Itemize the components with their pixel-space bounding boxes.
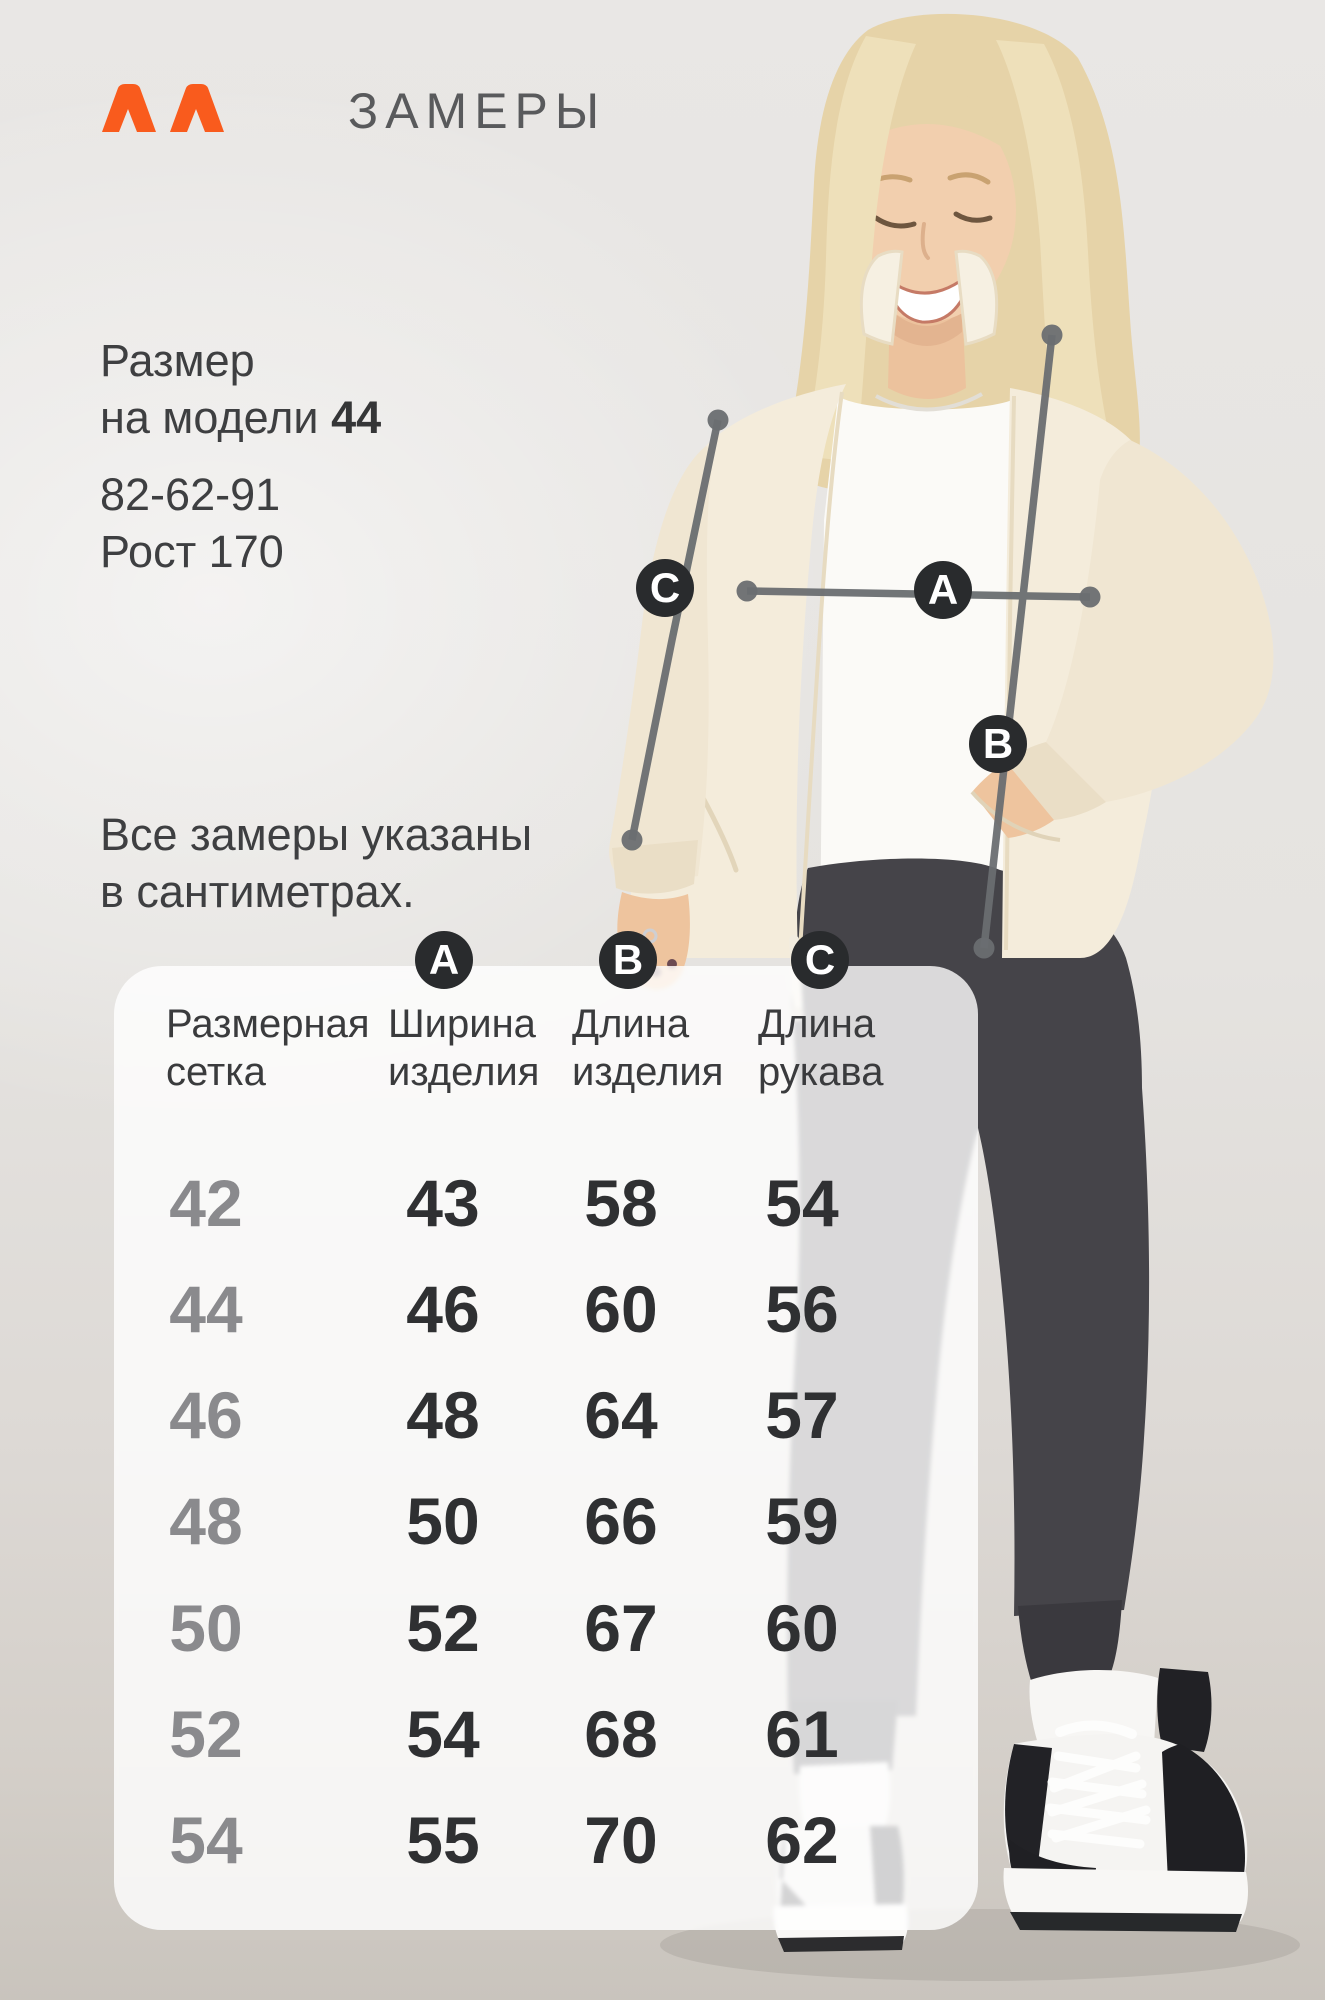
model-height: Рост 170 <box>100 526 284 577</box>
value-cell: 57 <box>765 1378 839 1452</box>
value-cell: 48 <box>406 1378 480 1452</box>
size-cell: 46 <box>169 1378 243 1452</box>
model-size-line1: Размер <box>100 335 255 386</box>
value-cell: 46 <box>406 1272 480 1346</box>
value-cell: 68 <box>584 1697 658 1771</box>
units-note-line2: в сантиметрах. <box>100 866 415 917</box>
size-cell: 44 <box>169 1272 243 1346</box>
units-note <box>100 806 532 920</box>
body-params-note <box>100 466 284 580</box>
value-cell: 58 <box>584 1166 658 1240</box>
photo-marker-a-badge: A <box>914 561 972 619</box>
size-cell: 42 <box>169 1166 243 1240</box>
value-cell: 62 <box>765 1803 839 1877</box>
photo-marker-b-badge: B <box>969 715 1027 773</box>
page-title: ЗАМЕРЫ <box>348 83 607 139</box>
column-marker-b-badge: B <box>599 931 657 989</box>
brand-logo-icon <box>100 82 232 134</box>
size-cell: 48 <box>169 1484 243 1558</box>
value-cell: 54 <box>406 1697 480 1771</box>
col-header-sleeve: Длина рукава <box>758 1002 884 1094</box>
value-cell: 43 <box>406 1166 480 1240</box>
model-size-value: 44 <box>331 392 382 443</box>
value-cell: 64 <box>584 1378 658 1452</box>
value-cell: 52 <box>406 1591 480 1665</box>
model-size-note <box>100 332 381 446</box>
value-cell: 60 <box>765 1591 839 1665</box>
value-cell: 56 <box>765 1272 839 1346</box>
body-params: 82-62-91 <box>100 469 281 520</box>
value-cell: 55 <box>406 1803 480 1877</box>
column-marker-c-badge: C <box>791 931 849 989</box>
value-cell: 59 <box>765 1484 839 1558</box>
value-cell: 60 <box>584 1272 658 1346</box>
value-cell: 67 <box>584 1591 658 1665</box>
size-table-card <box>114 966 978 1930</box>
size-cell: 54 <box>169 1803 243 1877</box>
photo-marker-c-badge: C <box>636 559 694 617</box>
value-cell: 66 <box>584 1484 658 1558</box>
col-header-width: Ширина изделия <box>388 1002 540 1094</box>
value-cell: 54 <box>765 1166 839 1240</box>
col-header-size-grid: Размерная сетка <box>166 1002 370 1094</box>
size-cell: 50 <box>169 1591 243 1665</box>
value-cell: 70 <box>584 1803 658 1877</box>
model-size-line2: на модели <box>100 392 319 443</box>
value-cell: 50 <box>406 1484 480 1558</box>
size-cell: 52 <box>169 1697 243 1771</box>
column-marker-a-badge: A <box>415 931 473 989</box>
units-note-line1: Все замеры указаны <box>100 809 533 860</box>
col-header-length: Длина изделия <box>572 1002 724 1094</box>
value-cell: 61 <box>765 1697 839 1771</box>
